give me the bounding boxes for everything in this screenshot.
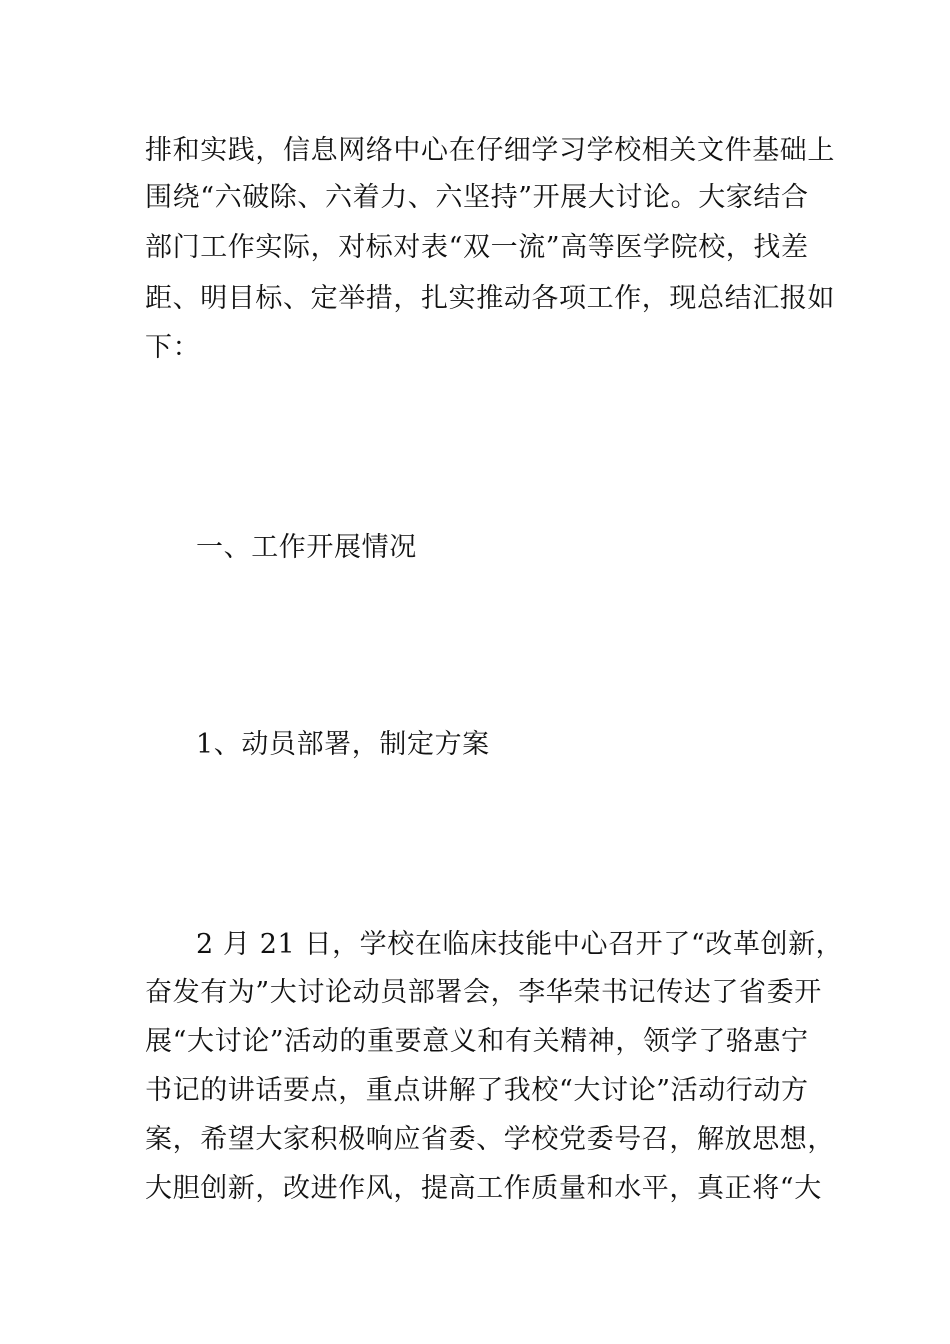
section-heading: 一、工作开展情况 xyxy=(196,532,417,563)
intro-line-5: 下： xyxy=(145,332,201,363)
intro-line-3: 部门工作实际，对标对表“双一流”高等医学院校，找差 xyxy=(145,232,809,263)
intro-line-1: 排和实践，信息网络中心在仔细学习学校相关文件基础上 xyxy=(145,135,835,166)
subsection-heading: 1、动员部署，制定方案 xyxy=(196,729,490,760)
body-line-6: 大胆创新，改进作风，提高工作质量和水平，真正将“大 xyxy=(145,1173,822,1204)
body-line-4: 书记的讲话要点，重点讲解了我校“大讨论”活动行动方 xyxy=(145,1075,809,1106)
intro-line-2: 围绕“六破除、六着力、六坚持”开展大讨论。大家结合 xyxy=(145,182,809,213)
body-line-2: 奋发有为”大讨论动员部署会，李华荣书记传达了省委开 xyxy=(145,977,822,1008)
body-line-3: 展“大讨论”活动的重要意义和有关精神，领学了骆惠宁 xyxy=(145,1026,809,1057)
body-line-1: 2 月 21 日，学校在临床技能中心召开了“改革创新， xyxy=(196,929,844,960)
intro-line-4: 距、明目标、定举措，扎实推动各项工作，现总结汇报如 xyxy=(145,283,835,314)
body-line-5: 案，希望大家积极响应省委、学校党委号召，解放思想， xyxy=(145,1124,835,1155)
